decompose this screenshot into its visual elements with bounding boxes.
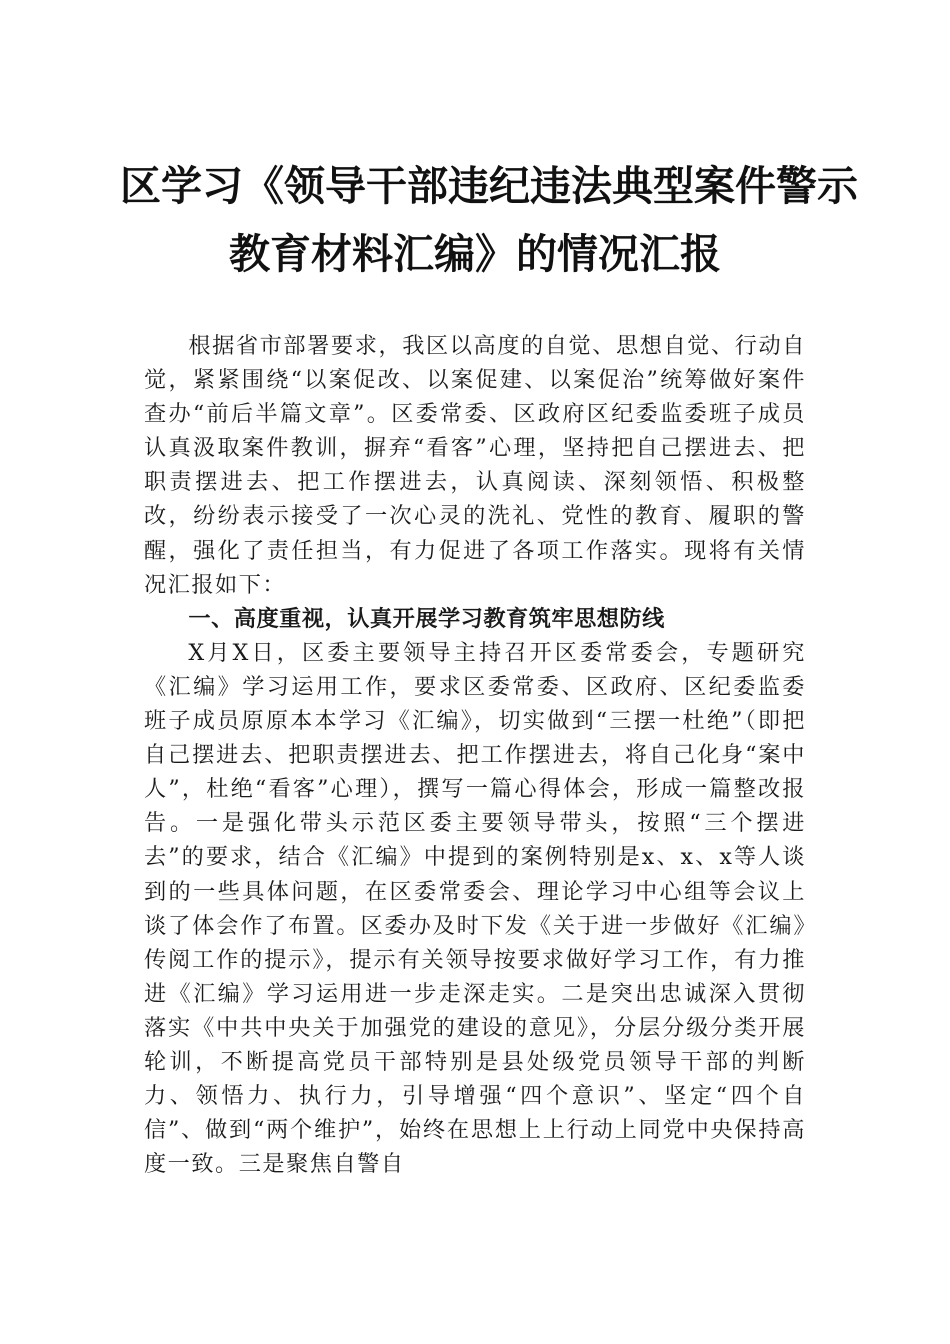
document-title-line-1: 区学习《领导干部违纪违法典型案件警示 bbox=[120, 162, 858, 210]
section-1-paragraph: X月X日，区委主要领导主持召开区委常委会，专题研究《汇编》学习运用工作，要求区委常委、区政府、区纪委监委班子成员原原本本学习《汇编》，切实做到“三摆一杜绝”（即把自己摆进去、把职责摆进去、把工作摆进去，将自己化身“案中人”，杜绝“看客”心理），撰写一篇心得体会，形成一篇整改报告。一是强化带头示范区委主要领导带头，按照“三个摆进去”的要求，结合《汇编》中提到的案例特别是x、x、x等人谈到的一些具体问题，在区委常委会、理论学习中心组等会议上谈了体会作了布置。区委办及时下发《关于进一步做好《汇编》传阅工作的提示》，提示有关领导按要求做好学习工作，有力推进《汇编》学习运用进一步走深走实。二是突出忠诚深入贯彻落实《中共中央关于加强党的建设的意见》，分层分级分类开展轮训，不断提高党员干部特别是县处级党员领导干部的判断力、领悟力、执行力，引导增强“四个意识”、坚定“四个自信”、做到“两个维护”，始终在思想上上行动上同党中央保持高度一致。三是聚焦自警自 bbox=[144, 639, 806, 1178]
intro-paragraph: 根据省市部署要求，我区以高度的自觉、思想自觉、行动自觉，紧紧围绕“以案促改、以案促建、以案促治”统筹做好案件查办“前后半篇文章”。区委常委、区政府区纪委监委班子成员认真汲取案件教训，摒弃“看客”心理，坚持把自己摆进去、把职责摆进去、把工作摆进去，认真阅读、深刻领悟、积极整改，纷纷表示接受了一次心灵的洗礼、党性的教育、履职的警醒，强化了责任担当，有力促进了各项工作落实。现将有关情况汇报如下： bbox=[144, 333, 806, 598]
section-heading-1: 一、高度重视，认真开展学习教育筑牢思想防线 bbox=[188, 605, 665, 632]
document-title-line-2: 教育材料汇编》的情况汇报 bbox=[229, 230, 721, 278]
document-body bbox=[144, 329, 806, 1181]
